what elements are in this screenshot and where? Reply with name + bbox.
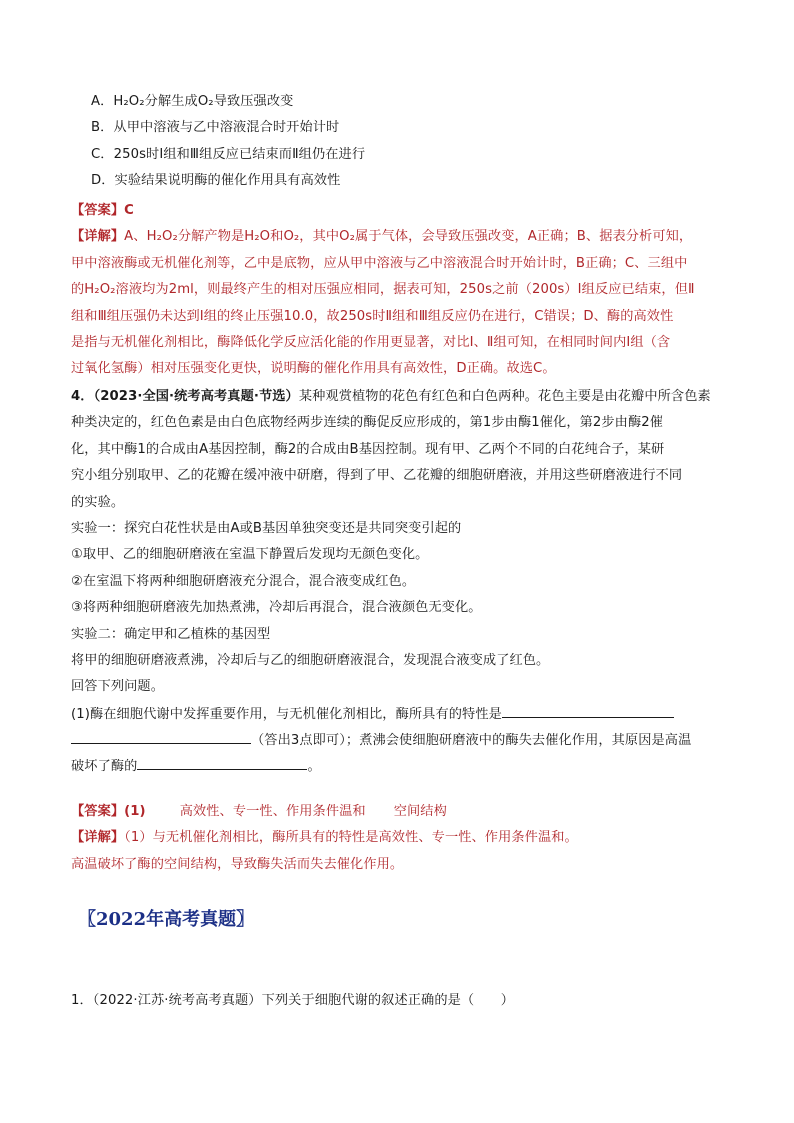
q1-2022-stem: 1．（2022·江苏·统考高考真题）下列关于细胞代谢的叙述正确的是（ ） — [71, 993, 515, 1008]
q4-exp-line: ①取甲、乙的细胞研磨液在室温下静置后发现均无颜色变化。 — [71, 547, 429, 563]
q4-exp-line: 回答下列问题。 — [71, 679, 165, 695]
q3-option-a: A．H₂O₂分解生成O₂导致压强改变 — [91, 94, 294, 109]
q4-exp-line: 实验二：确定甲和乙植株的基因型 — [71, 626, 271, 642]
q4-sub1-line2 — [71, 727, 723, 753]
q4-detail-line — [71, 825, 723, 851]
answer-blank-1[interactable] — [502, 701, 674, 718]
q4-sub1-line3 — [71, 753, 723, 779]
q4-stem-text: 某种观赏植物的花色有红色和白色两种。花色主要是由花瓣中所含色素 — [298, 389, 711, 404]
q3-detail-line: 甲中溶液酶或无机催化剂等，乙中是底物，应从甲中溶液与乙中溶液混合时开始计时，B正确；C、三组中 — [71, 255, 688, 271]
q4-sub1-text: (1)酶在细胞代谢中发挥重要作用，与无机催化剂相比，酶所具有的特性是 — [71, 706, 502, 722]
q4-answer-block — [71, 799, 723, 878]
q3-option-b: B．从甲中溶液与乙中溶液混合时开始计时 — [91, 120, 340, 136]
q4-detail-line: 高温破坏了酶的空间结构，导致酶失活而失去催化作用。 — [71, 856, 404, 872]
q4-exp-line: ③将两种细胞研磨液先加热煮沸，冷却后再混合，混合液颜色无变化。 — [71, 600, 482, 616]
q4-sub1-line1 — [71, 701, 723, 727]
answer-a1: 高效性、专一性、作用条件温和 — [179, 804, 366, 819]
q4-sub1-text: （答出3点即可）；煮沸会使细胞研磨液中的酶失去催化作用，其原因是高温 — [251, 733, 692, 749]
q3-option-d: D．实验结果说明酶的催化作用具有高效性 — [91, 173, 341, 189]
answer-value: C — [124, 203, 134, 218]
q4-stem-first-line — [71, 384, 723, 410]
section-title: 〖2022年高考真题〗 — [78, 909, 255, 930]
q4-exp-line: 实验一：探究白花性状是由A或B基因单独突变还是共同突变引起的 — [71, 520, 462, 536]
q1-2022 — [71, 988, 723, 1014]
q3-detail-line: 的H₂O₂溶液均为2ml，则最终产生的相对压强应相同，据表可知，250s之前（200s）Ⅰ组反应已结束，但Ⅱ — [71, 282, 695, 298]
q3-detail-line: 过氧化氢酶）相对压强变化更快，说明酶的催化作用具有高效性，D正确。故选C。 — [71, 361, 556, 377]
q3-answer-block — [71, 198, 723, 383]
answer-label: 【答案】 — [71, 804, 125, 819]
q4-stem-line: 种类决定的，红色色素是由白色底物经两步连续的酶促反应形成的，第1步由酶1催化，第2步由酶2催 — [71, 415, 664, 431]
answer-num: (1) — [124, 804, 146, 819]
answer-a2: 空间结构 — [393, 804, 447, 819]
q4-stem-line: 究小组分别取甲、乙的花瓣在缓冲液中研磨，得到了甲、乙花瓣的细胞研磨液，并用这些研磨液进行不同 — [71, 468, 683, 484]
q4-exp-line: ②在室温下将两种细胞研磨液充分混合，混合液变成红色。 — [71, 573, 416, 589]
answer-blank-2[interactable] — [71, 727, 251, 744]
q3-detail-line — [71, 224, 723, 250]
q4-stem-line: 的实验。 — [71, 494, 125, 510]
q4-stem — [71, 384, 723, 780]
q4-sub1-text: 。 — [307, 759, 321, 775]
q3-option-c: C．250s时Ⅰ组和Ⅲ组反应已结束而Ⅱ组仍在进行 — [91, 146, 366, 162]
q3-detail-line: 组和Ⅲ组压强仍未达到Ⅰ组的终止压强10.0，故250s时Ⅱ组和Ⅲ组反应仍在进行，C错误；D、酶的高效性 — [71, 308, 674, 324]
q4-exp-line: 将甲的细胞研磨液煮沸，冷却后与乙的细胞研磨液混合，发现混合液变成了红色。 — [71, 652, 550, 668]
q3-options — [71, 89, 723, 195]
q3-detail-line: 是指与无机催化剂相比，酶降低化学反应活化能的作用更显著，对比Ⅰ、Ⅱ组可知，在相同时间内Ⅰ组（含 — [71, 334, 671, 350]
detail-label: 【详解】 — [71, 229, 125, 245]
answer-label: 【答案】 — [71, 203, 125, 218]
detail-label: 【详解】 — [71, 830, 125, 846]
q4-stem-line: 化，其中酶1的合成由A基因控制，酶2的合成由B基因控制。现有甲、乙两个不同的白花纯合子，某研 — [71, 441, 665, 457]
q4-answer — [71, 799, 723, 825]
q4-sub1-text: 破坏了酶的 — [71, 759, 138, 775]
answer-blank-3[interactable] — [137, 753, 307, 770]
detail-text: A、H₂O₂分解产物是H₂O和O₂，其中O₂属于气体，会导致压强改变，A正确；B、据表分析可知， — [124, 229, 693, 245]
q4-source: 4．（2023·全国·统考高考真题·节选） — [71, 389, 299, 404]
q3-answer — [71, 198, 723, 224]
detail-text: （1）与无机催化剂相比，酶所具有的特性是高效性、专一性、作用条件温和。 — [124, 830, 578, 846]
